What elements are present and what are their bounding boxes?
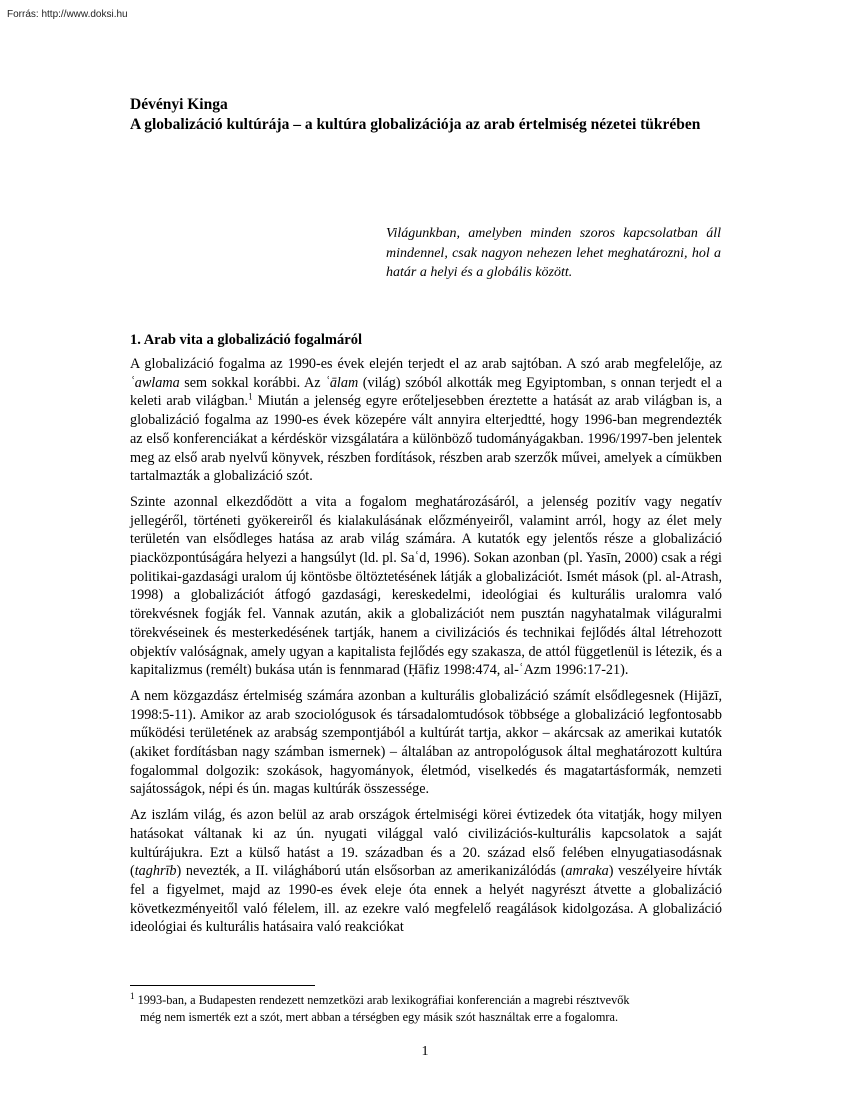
paragraph-3: A nem közgazdász értelmiség számára azonban a kulturális globalizáció számít elsődlegesnek (Hijāzī, 1998:5-11). Amikor az arab szociológusok és társadalomtudósok többsége a globalizáció legfontosabb működési területének az arabság szempontjából a kultúrát tartja, akkor – akárcsak az amerikai kutatók (akiket fordításban nagy számban ismernek) – általában az antropológusok által meghatározott kultúra fogalommal dolgozik: szokások, hagyományok, életmód, viselkedés és magatartásformák, nemzeti sajátosságok, népi és ún. magas kultúrák összessége. bbox=[130, 687, 722, 798]
epigraph-quote: Világunkban, amelyben minden szoros kapcsolatban áll mindennel, csak nagyon nehezen lehet meghatározni, hol a határ a helyi és a globális között. bbox=[386, 226, 721, 281]
term-awlama: ʿawlama bbox=[130, 374, 180, 391]
footnote-marker: 1 bbox=[130, 990, 135, 1001]
paragraph-1: A globalizáció fogalma az 1990-es évek elején terjedt el az arab sajtóban. A szó arab megfelelője, az ʿawlama sem sokkal korábbi. Az ʿālam (világ) szóból alkották meg Egyiptomban, s onnan terjedt el a keleti arab világban.$^1$ Miután a jelenség egyre erőteljesebben éreztette a hatását az arab világban is, a globalizáció fogalma az 1990-es évek közepére vált annyira elterjedtté, hogy 1996-ban megrendezték az első konferenciákat a kérdéskör vizsgálatára a különböző tudományágakban. 1996/1997-ben jelentek meg az első arab nyelvű könyvek, részben fordítások, részben arab szerzők művei, amelyek a címükben tartalmazták a globalizáció szót. bbox=[130, 356, 723, 485]
document-header bbox=[130, 95, 730, 135]
term-taghrib: taghrīb bbox=[134, 863, 177, 880]
document-title: A globalizáció kultúrája – a kultúra globalizációja az arab értelmiség nézetei tükrében bbox=[130, 116, 701, 133]
source-url: Forrás: http://www.doksi.hu bbox=[7, 9, 128, 20]
section-heading: 1. Arab vita a globalizáció fogalmáról bbox=[130, 332, 362, 348]
body-text bbox=[130, 355, 722, 944]
paragraph-4: Az iszlám világ, és azon belül az arab országok értelmiségi körei évtizedek óta vitatják, hogy milyen hatásokat váltanak ki az ún. nyugati világgal való civilizációs-kulturális kapcsolatok a saját kultúrájukra. Ezt a külső hatást a 19. században és a 20. század első felében elnyugatiasodásnak (taghrīb) nevezték, a II. világháború után elsősorban az amerikanizálódás (amraka) veszélyeire hívták fel a figyelmet, majd az 1990-es évek eleje óta ennek a helyét nagyrészt átvette a globalizáció következményeitől való félelem, ill. az ezekre való megfelelő reagálások kidolgozása. A globalizáció ideológiai és kulturális hatásaira való reakciókat bbox=[130, 807, 722, 936]
term-alam: ʿālam bbox=[325, 374, 359, 391]
term-amraka: amraka bbox=[565, 863, 609, 880]
footnote-divider bbox=[130, 985, 315, 986]
page-number: 1 bbox=[421, 1044, 429, 1059]
footnote-line-2: még nem ismerték ezt a szót, mert abban a térségben egy másik szót használtak erre a fogalomra. bbox=[140, 1009, 619, 1024]
footnote-ref[interactable]: 1 bbox=[248, 391, 253, 402]
author-name: Dévényi Kinga bbox=[130, 96, 228, 113]
footnote bbox=[130, 992, 722, 1025]
paragraph-2: Szinte azonnal elkezdődött a vita a fogalom meghatározásáról, a jelenség pozitív vagy negatív jellegéről, történeti gyökereiről és kialakulásának előzményeiről, valamint arról, hogy az élet mely területén van elsődleges hatása az arab világ számára. A kutatók egy jelentős része a globalizáció piacközpontúságára helyezi a hangsúlyt (ld. pl. Saʿd, 1996). Sokan azonban (pl. Yasīn, 2000) csak a régi politikai-gazdasági uralom új köntösbe öltöztetésének látják a globalizációt. Ismét mások (pl. al-Atrash, 1998) a globalizációt átfogó gazdasági, kereskedelmi, ideológiai és kulturális uralomra való törekvésnek fogják fel. Vannak azután, akik a globalizációt nem pusztán nagyhatalmak világuralmi törekvéseinek és mesterkedésének tartják, hanem a civilizációs és technikai fejlődés által létrehozott objektív valóságnak, amely ugyan a kapitalista fejlődés egy szakasza, de attól függetlenül is létezik, és a kapitalizmus (remélt) bukása után is fennmarad (Ḥāfiz 1998:474, al-ʿAzm 1996:17-21). bbox=[130, 493, 722, 679]
footnote-line-1: $^1$ 1993-ban, a Budapesten rendezett nemzetközi arab lexikográfiai konferencián a magrebi résztvevők bbox=[130, 990, 630, 1007]
